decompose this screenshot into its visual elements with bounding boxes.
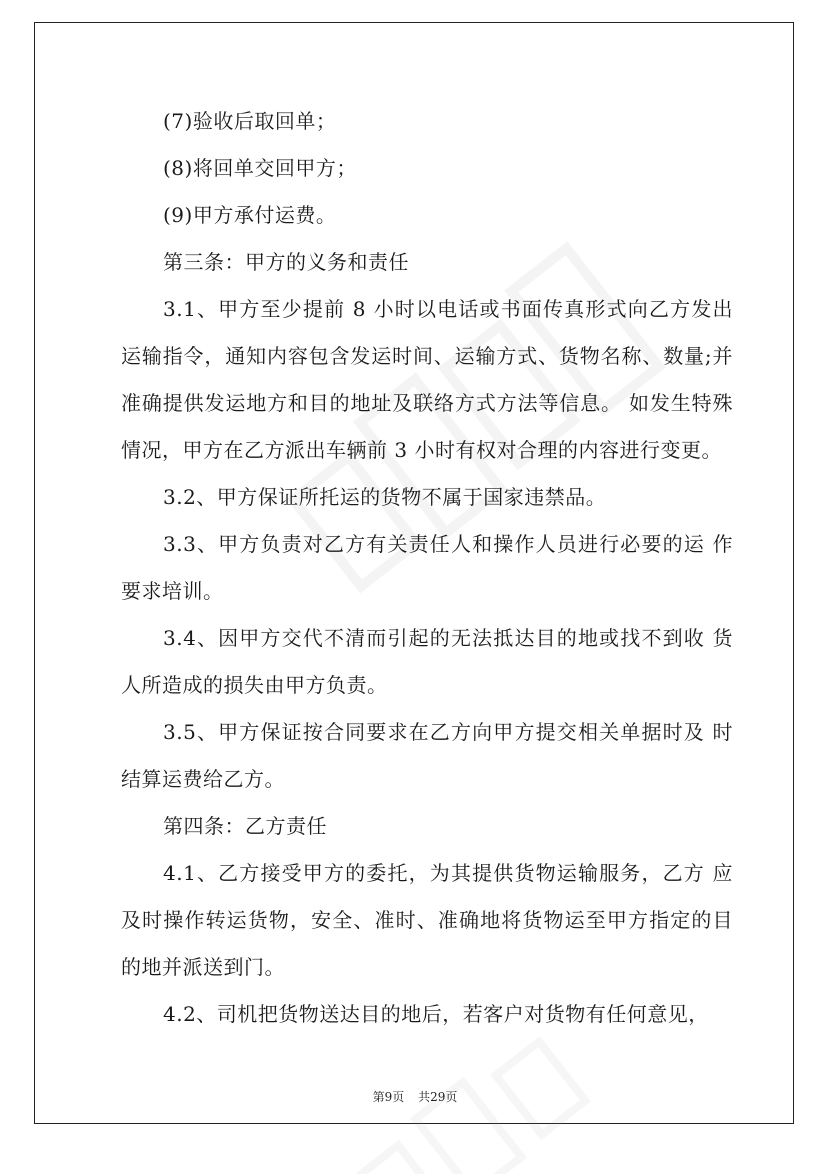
section-heading: 第三条：甲方的义务和责任 [163, 250, 409, 274]
paragraph: 3.1、甲方至少提前 8 小时以电话或书面传真形式向乙方发出运输指令，通知内容包含发运时间、运输方式、货物名称、数量;并准确提供发运地方和目的地址及联络方式方法等信息。 如发生特殊情况，甲方在乙方派出车辆前 3 小时有权对合理的内容进行变更。 [121, 297, 733, 462]
paragraph: (7)验收后取回单； [163, 109, 337, 133]
paragraph: 3.3、甲方负责对乙方有关责任人和操作人员进行必要的运 作要求培训。 [121, 532, 733, 603]
paragraph: 3.4、因甲方交代不清而引起的无法抵达目的地或找不到收 货人所造成的损失由甲方负责。 [121, 626, 733, 697]
document-body [121, 98, 733, 1038]
section-heading: 第四条：乙方责任 [163, 814, 327, 838]
paragraph: (9)甲方承付运费。 [163, 203, 337, 227]
paragraph: 3.5、甲方保证按合同要求在乙方向甲方提交相关单据时及 时结算运费给乙方。 [121, 720, 733, 791]
page-footer [0, 1088, 830, 1105]
page-number: 第9页 [372, 1090, 405, 1104]
page-total: 共29页 [418, 1090, 458, 1104]
paragraph: 4.1、乙方接受甲方的委托，为其提供货物运输服务，乙方 应及时操作转运货物，安全、准时、准确地将货物运至甲方指定的目的地并派送到门。 [121, 861, 733, 979]
paragraph: (8)将回单交回甲方； [163, 156, 357, 180]
paragraph: 3.2、甲方保证所托运的货物不属于国家违禁品。 [163, 485, 607, 509]
paragraph: 4.2、司机把货物送达目的地后，若客户对货物有任何意见， [163, 1002, 709, 1026]
